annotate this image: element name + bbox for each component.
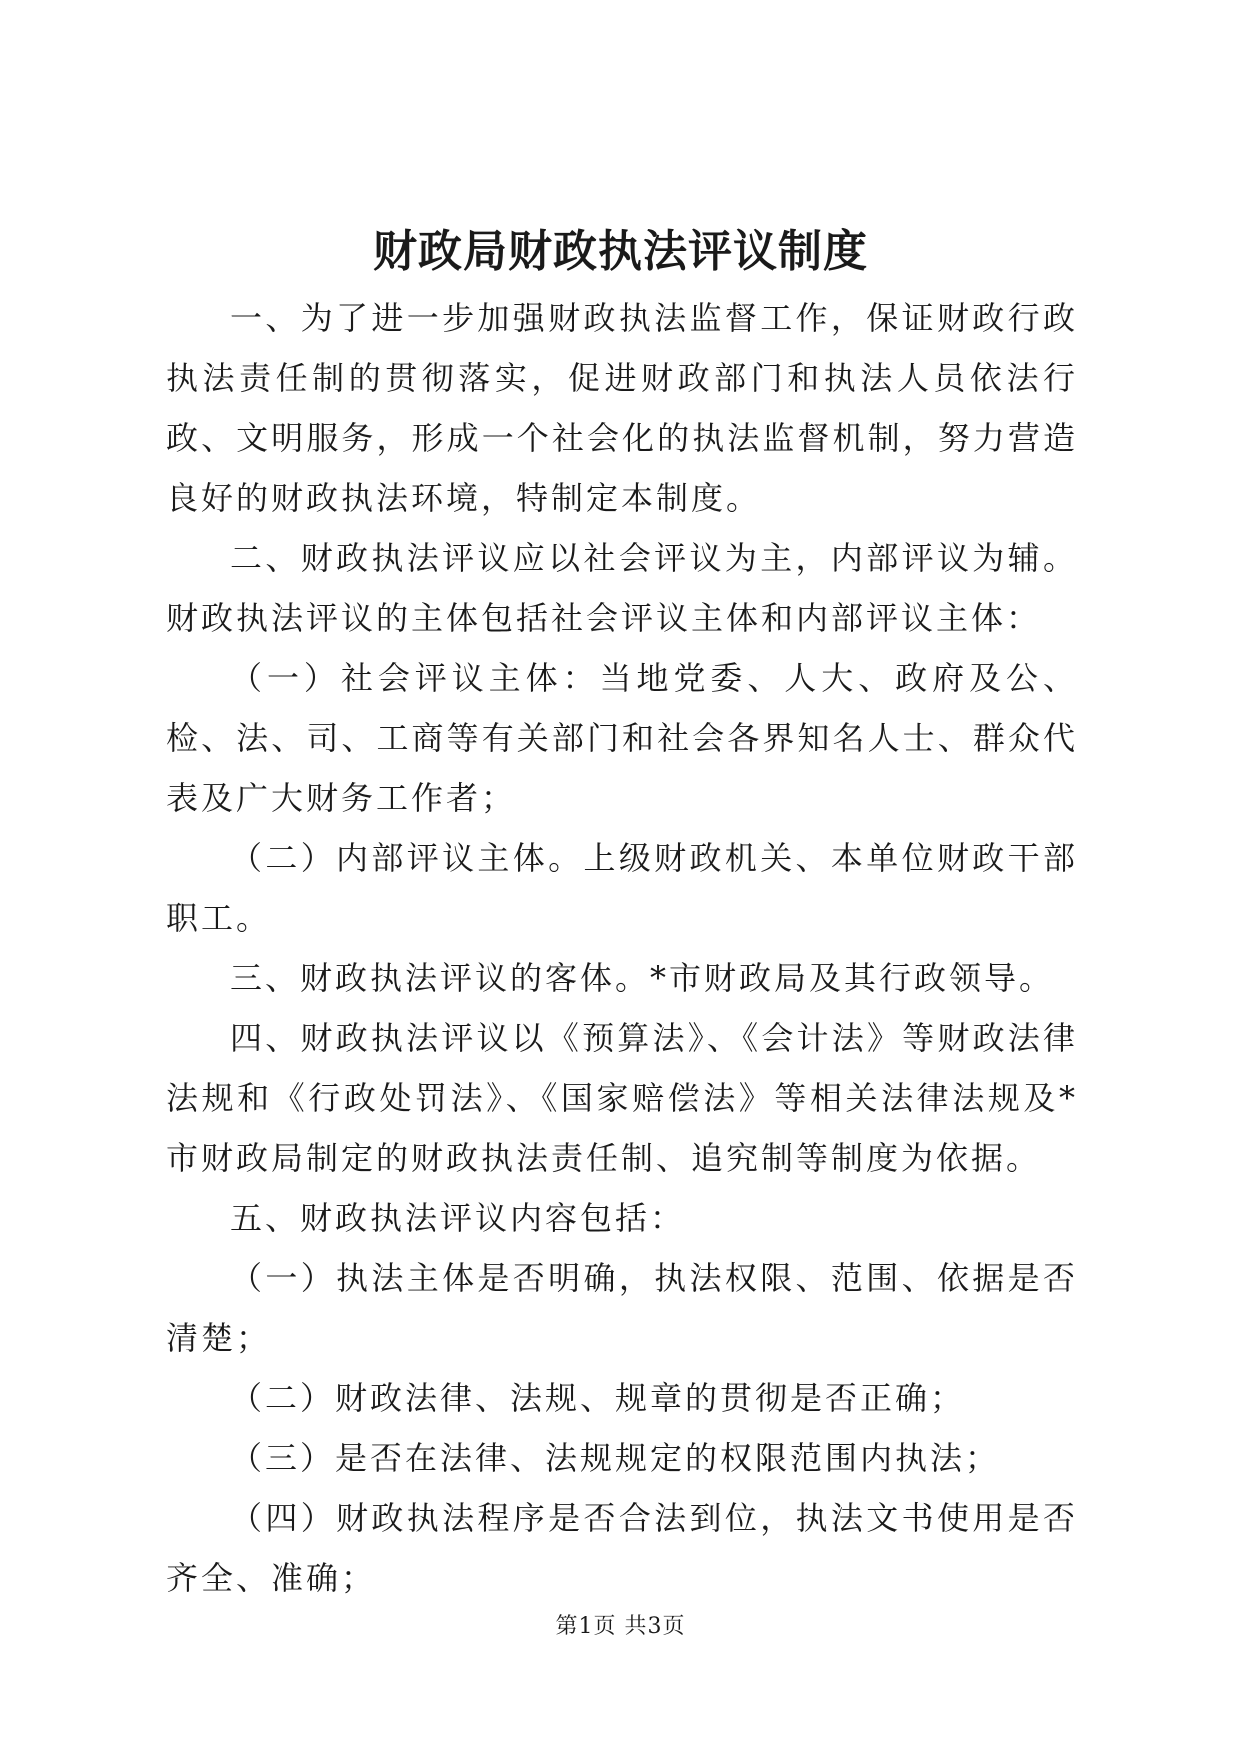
- page-title: 财政局财政执法评议制度: [373, 226, 868, 277]
- paragraph-4: 四、财政执法评议以《预算法》、《会计法》等财政法律法规和《行政处罚法》、《国家赔偿法》等相关法律法规及*市财政局制定的财政执法责任制、追究制等制度为依据。: [166, 1019, 1078, 1177]
- paragraph-2: 二、财政执法评议应以社会评议为主，内部评议为辅。财政执法评议的主体包括社会评议主体和内部评议主体：: [166, 539, 1078, 637]
- paragraph-5: 五、财政执法评议内容包括：: [230, 1199, 686, 1237]
- paragraph-2-item-1: （一）社会评议主体：当地党委、人大、政府及公、检、法、司、工商等有关部门和社会各界知名人士、群众代表及广大财务工作者；: [166, 659, 1078, 817]
- document-body: [166, 288, 1078, 1608]
- paragraph-5-item-3: （三）是否在法律、法规规定的权限范围内执法；: [230, 1439, 1001, 1477]
- paragraph-3: 三、财政执法评议的客体。*市财政局及其行政领导。: [230, 959, 1055, 997]
- paragraph-5-item-1: （一）执法主体是否明确，执法权限、范围、依据是否清楚；: [166, 1259, 1078, 1357]
- paragraph-2-item-2: （二）内部评议主体。上级财政机关、本单位财政干部职工。: [166, 839, 1078, 937]
- page-number: 第1页 共3页: [555, 1614, 686, 1639]
- paragraph-5-item-2: （二）财政法律、法规、规章的贯彻是否正确；: [230, 1379, 966, 1417]
- paragraph-5-item-4: （四）财政执法程序是否合法到位，执法文书使用是否齐全、准确；: [166, 1499, 1078, 1597]
- paragraph-1: 一、为了进一步加强财政执法监督工作，保证财政行政执法责任制的贯彻落实，促进财政部门和执法人员依法行政、文明服务，形成一个社会化的执法监督机制，努力营造良好的财政执法环境，特制定本制度。: [166, 299, 1078, 517]
